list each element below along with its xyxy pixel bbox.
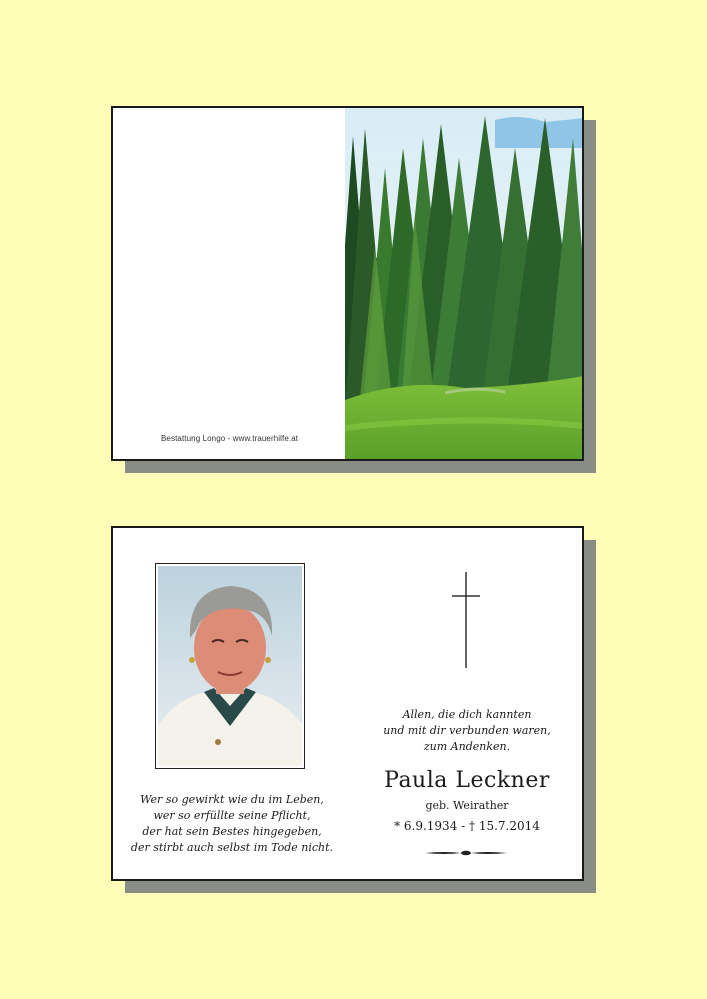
- life-dates: * 6.9.1934 - † 15.7.2014: [394, 819, 540, 833]
- verse-line: der hat sein Bestes hingegeben,: [142, 825, 322, 838]
- maiden-name: geb. Weirather: [425, 799, 509, 812]
- dedication-line: zum Andenken.: [423, 740, 511, 753]
- verse-line: der stirbt auch selbst im Tode nicht.: [130, 841, 334, 854]
- dedication-line: und mit dir verbunden waren,: [383, 724, 551, 737]
- deceased-name: Paula Leckner: [384, 768, 550, 793]
- inside-card: [111, 526, 584, 881]
- verse-line: Wer so gewirkt wie du im Leben,: [140, 793, 324, 806]
- funeral-home-credit: Bestattung Longo - www.trauerhilfe.at: [161, 434, 299, 443]
- cross-icon: [451, 572, 481, 668]
- portrait-image: [158, 566, 302, 766]
- dedication-line: Allen, die dich kannten: [402, 708, 532, 721]
- portrait-photo: [155, 563, 305, 769]
- dedication-text: [367, 707, 567, 755]
- verse-line: wer so erfüllte seine Pflicht,: [153, 809, 311, 822]
- memorial-verse: [123, 792, 341, 856]
- ornament-divider-icon: [425, 849, 507, 857]
- front-card: [111, 106, 584, 461]
- forest-photo: [345, 108, 584, 459]
